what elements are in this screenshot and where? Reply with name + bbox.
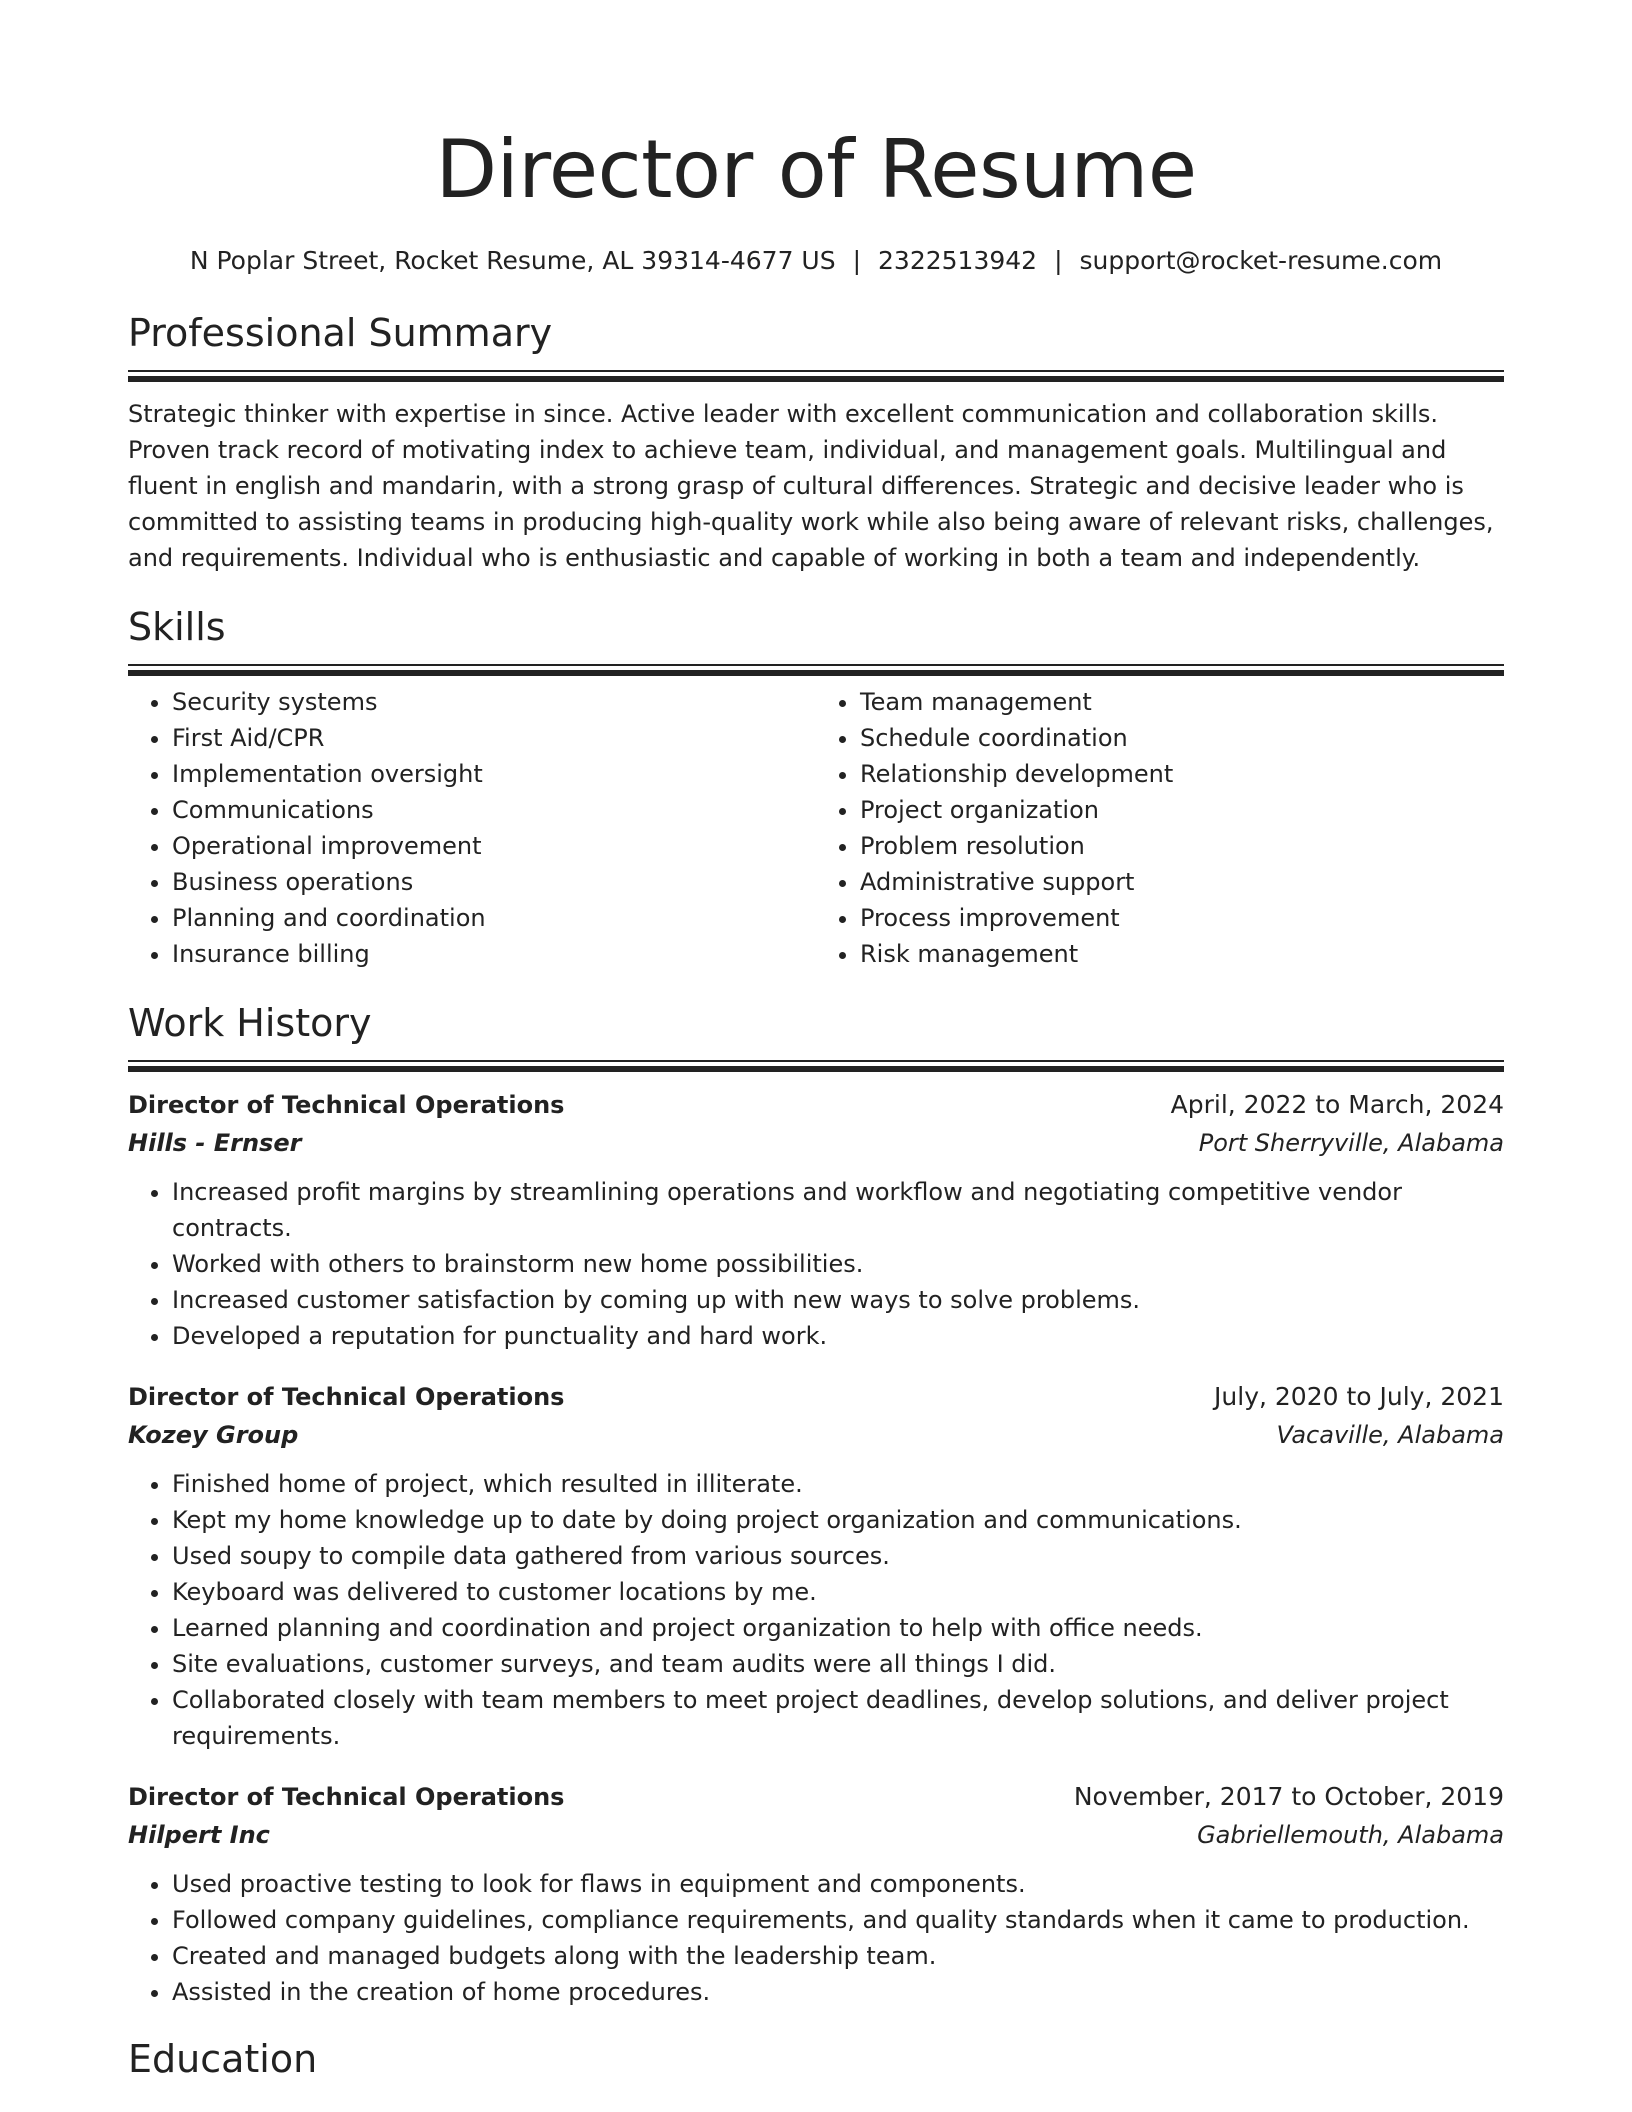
duty-item: • Used proactive testing to look for flaws in equipment and components. xyxy=(172,1866,1504,1902)
contact-email: support@rocket-resume.com xyxy=(1079,246,1443,275)
skill-item: • Process improvement xyxy=(860,900,1504,936)
skill-item: • Administrative support xyxy=(860,864,1504,900)
job-dates: April, 2022 to March, 2024 xyxy=(1170,1090,1504,1119)
duty-item: • Used soupy to compile data gathered from various sources. xyxy=(172,1538,1504,1574)
duty-item: • Collaborated closely with team members to meet project deadlines, develop solutions, and deliver project requirements. xyxy=(172,1682,1504,1754)
duty-item: • Kept my home knowledge up to date by doing project organization and communications. xyxy=(172,1502,1504,1538)
job-company: Kozey Group xyxy=(128,1421,299,1449)
duty-item: • Site evaluations, customer surveys, and team audits were all things I did. xyxy=(172,1646,1504,1682)
education-section xyxy=(128,2034,1504,2084)
section-divider xyxy=(128,664,1504,676)
job-location: Gabriellemouth, Alabama xyxy=(1197,1821,1504,1849)
duty-item: • Created and managed budgets along with the leadership team. xyxy=(172,1938,1504,1974)
skill-item: • Communications xyxy=(172,792,816,828)
contact-separator: | xyxy=(1054,246,1063,275)
contact-phone: 2322513942 xyxy=(878,246,1038,275)
section-title-education: Education xyxy=(128,2037,318,2081)
section-title-summary: Professional Summary xyxy=(128,311,553,355)
job-subheader xyxy=(128,1816,1504,1854)
job-location: Vacaville, Alabama xyxy=(1276,1421,1504,1449)
contact-address: N Poplar Street, Rocket Resume, AL 39314-4677 US xyxy=(189,246,836,275)
duty-item: • Followed company guidelines, compliance requirements, and quality standards when it came to production. xyxy=(172,1902,1504,1938)
section-divider xyxy=(128,1060,1504,1072)
duty-item: • Increased customer satisfaction by coming up with new ways to solve problems. xyxy=(172,1282,1504,1318)
skill-item: • Team management xyxy=(860,684,1504,720)
skill-item: • Security systems xyxy=(172,684,816,720)
duty-item: • Learned planning and coordination and project organization to help with office needs. xyxy=(172,1610,1504,1646)
skills-list-left xyxy=(128,684,816,972)
job-location: Port Sherryville, Alabama xyxy=(1198,1129,1504,1157)
job-dates: July, 2020 to July, 2021 xyxy=(1214,1382,1504,1411)
duty-item: • Keyboard was delivered to customer locations by me. xyxy=(172,1574,1504,1610)
job-entry xyxy=(128,1778,1504,2010)
summary-text: Strategic thinker with expertise in since. Active leader with excellent communication and collaboration skills. Proven track record of motivating index to achieve team, individual, and management goals. Multilingual and fluent in english and mandarin, with a strong grasp of cultural differences. Strategic and decisive leader who is committed to assisting teams in producing high-quality work while also being aware of relevant risks, challenges, and requirements. Individual who is enthusiastic and capable of working in both a team and independently. xyxy=(128,400,1494,572)
job-entry xyxy=(128,1086,1504,1354)
skills-columns xyxy=(128,684,1504,972)
skill-item: • Project organization xyxy=(860,792,1504,828)
skill-item: • First Aid/CPR xyxy=(172,720,816,756)
job-dates: November, 2017 to October, 2019 xyxy=(1073,1782,1504,1811)
duty-item: • Assisted in the creation of home procedures. xyxy=(172,1974,1504,2010)
resume-page xyxy=(128,0,1504,2084)
job-header xyxy=(128,1778,1504,1816)
section-title-skills: Skills xyxy=(128,605,226,649)
skill-item: • Risk management xyxy=(860,936,1504,972)
job-duties xyxy=(128,1866,1504,2010)
skill-item: • Relationship development xyxy=(860,756,1504,792)
job-company: Hilpert Inc xyxy=(128,1821,270,1849)
job-duties xyxy=(128,1174,1504,1354)
duty-item: • Finished home of project, which resulted in illiterate. xyxy=(172,1466,1504,1502)
job-subheader xyxy=(128,1124,1504,1162)
duty-item: • Increased profit margins by streamlining operations and workflow and negotiating competitive vendor contracts. xyxy=(172,1174,1504,1246)
job-title: Director of Technical Operations xyxy=(128,1783,565,1811)
skill-item: • Insurance billing xyxy=(172,936,816,972)
job-header xyxy=(128,1086,1504,1124)
job-entry xyxy=(128,1378,1504,1754)
contact-separator: | xyxy=(852,246,862,275)
work-history-section xyxy=(128,998,1504,2010)
contact-line xyxy=(128,244,1504,278)
resume-name: Director of Resume xyxy=(435,123,1197,216)
job-title: Director of Technical Operations xyxy=(128,1383,565,1411)
skill-item: • Problem resolution xyxy=(860,828,1504,864)
skills-section xyxy=(128,602,1504,972)
job-title: Director of Technical Operations xyxy=(128,1091,565,1119)
duty-item: • Developed a reputation for punctuality and hard work. xyxy=(172,1318,1504,1354)
section-title-work-history: Work History xyxy=(128,1001,372,1045)
skills-list-right xyxy=(816,684,1504,972)
job-company: Hills - Ernser xyxy=(128,1129,302,1157)
skill-item: • Planning and coordination xyxy=(172,900,816,936)
summary-section xyxy=(128,308,1504,576)
section-divider xyxy=(128,370,1504,382)
skill-item: • Implementation oversight xyxy=(172,756,816,792)
job-subheader xyxy=(128,1416,1504,1454)
skill-item: • Operational improvement xyxy=(172,828,816,864)
duty-item: • Worked with others to brainstorm new home possibilities. xyxy=(172,1246,1504,1282)
job-header xyxy=(128,1378,1504,1416)
skill-item: • Business operations xyxy=(172,864,816,900)
skill-item: • Schedule coordination xyxy=(860,720,1504,756)
job-duties xyxy=(128,1466,1504,1754)
